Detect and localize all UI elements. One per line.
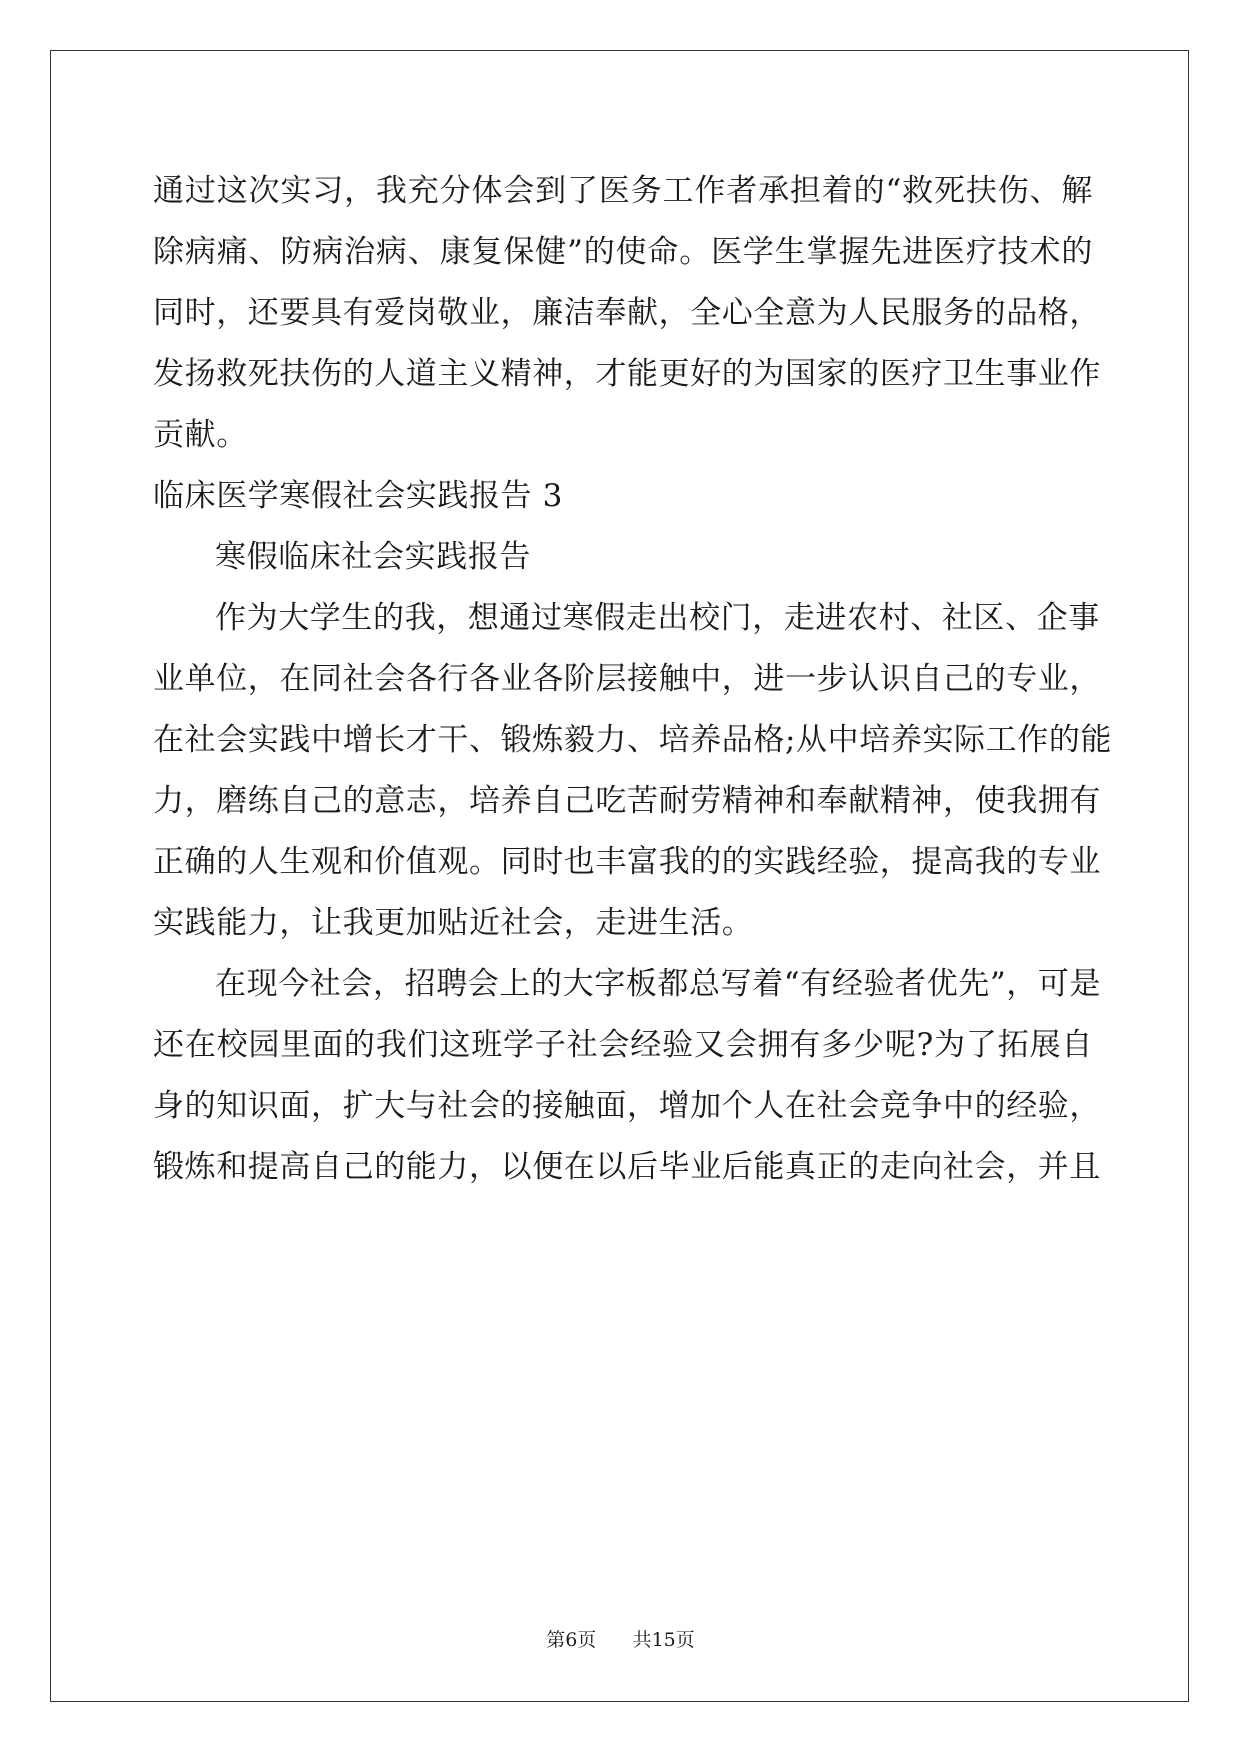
- text-line: 临床医学寒假社会实践报告 3: [153, 478, 563, 514]
- text-line: 寒假临床社会实践报告: [215, 539, 531, 575]
- text-line: 正确的人生观和价值观。同时也丰富我的的实践经验，提高我的专业: [153, 844, 1101, 880]
- text-line: 通过这次实习，我充分体会到了医务工作者承担着的“救死扶伤、解: [153, 173, 1093, 209]
- page-footer: [0, 1625, 1241, 1652]
- text-line: 除病痛、防病治病、康复保健”的使命。医学生掌握先进医疗技术的: [153, 234, 1093, 270]
- text-line: 在现今社会，招聘会上的大字板都总写着“有经验者优先”，可是: [215, 966, 1102, 1002]
- text-line: 作为大学生的我，想通过寒假走出校门，走进农村、社区、企事: [215, 600, 1100, 636]
- text-line: 贡献。: [153, 417, 248, 453]
- text-line: 发扬救死扶伤的人道主义精神，才能更好的为国家的医疗卫生事业作: [153, 356, 1101, 392]
- text-line: 业单位，在同社会各行各业各阶层接触中，进一步认识自己的专业，: [153, 661, 1101, 697]
- document-body: [153, 161, 1113, 1198]
- total-pages: 共15页: [632, 1629, 695, 1651]
- text-line: 在社会实践中增长才干、锻炼毅力、培养品格;从中培养实际工作的能: [153, 722, 1113, 758]
- text-line: 身的知识面，扩大与社会的接触面，增加个人在社会竞争中的经验，: [153, 1088, 1101, 1124]
- text-line: 实践能力，让我更加贴近社会，走进生活。: [153, 905, 754, 941]
- text-line: 锻炼和提高自己的能力，以便在以后毕业后能真正的走向社会，并且: [153, 1149, 1101, 1185]
- footer-spacer: [602, 1629, 626, 1651]
- text-line: 还在校园里面的我们这班学子社会经验又会拥有多少呢?为了拓展自: [153, 1027, 1093, 1063]
- text-line: 力，磨练自己的意志，培养自己吃苦耐劳精神和奉献精神，使我拥有: [153, 783, 1101, 819]
- page-number: 第6页: [546, 1629, 597, 1651]
- text-line: 同时，还要具有爱岗敬业，廉洁奉献，全心全意为人民服务的品格，: [153, 295, 1101, 331]
